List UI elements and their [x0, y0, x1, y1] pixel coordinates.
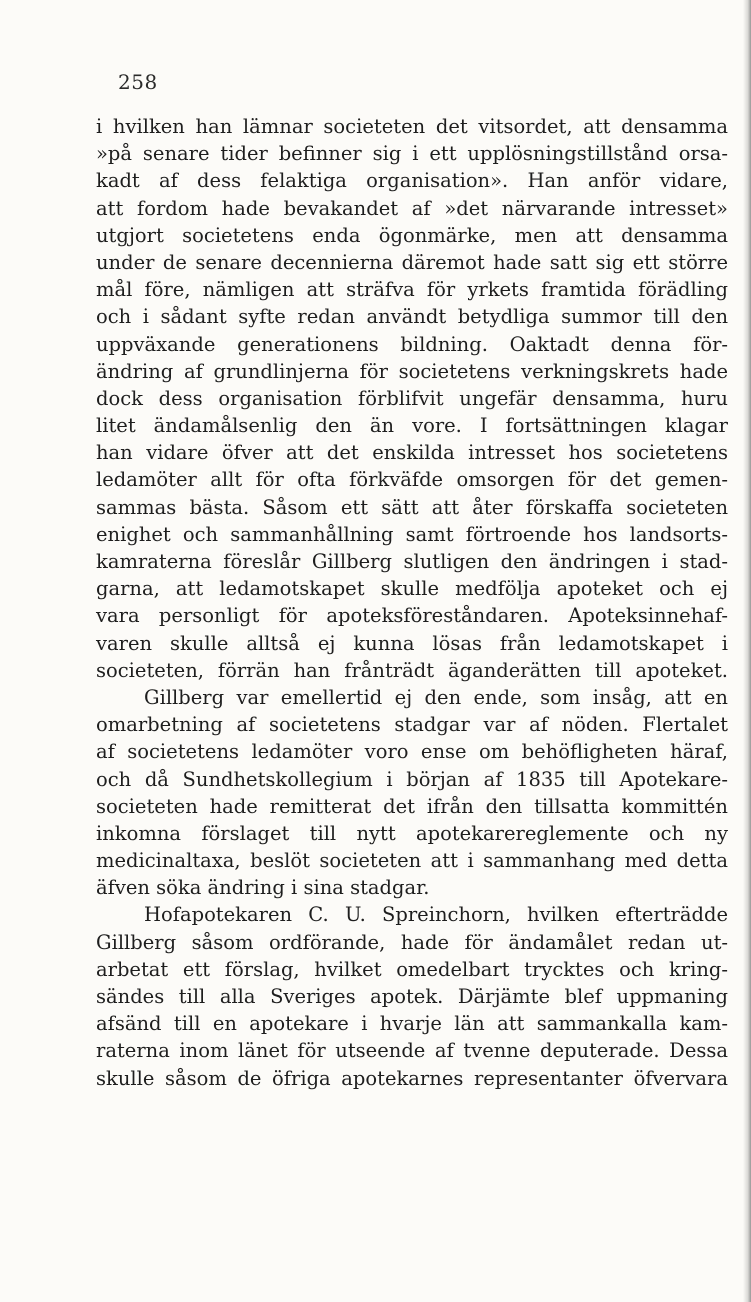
text-line: Gillberg var emellertid ej den ende, som insåg, att en: [144, 685, 728, 709]
text-line: af societetens ledamöter voro ense om behöfligheten häraf,: [96, 740, 728, 764]
text-line: och i sådant syfte redan användt betydliga summor till den: [96, 305, 728, 329]
text-line: »på senare tider befinner sig i ett upplösningstillstånd orsa-: [96, 142, 728, 166]
text-line: i hvilken han lämnar societeten det vitsordet, att densamma: [96, 115, 728, 138]
text-line: dock dess organisation förblifvit ungefär densamma, huru: [96, 386, 728, 410]
text-line: under de senare decennierna däremot hade satt sig ett större: [96, 250, 728, 274]
text-line: afsänd till en apotekare i hvarje län att sammankalla kam-: [96, 1012, 728, 1036]
text-line: vara personligt för apoteksföreståndaren. Apoteksinnehaf-: [96, 604, 728, 628]
text-line: ledamöter allt för ofta förkväfde omsorgen för det gemen-: [96, 468, 728, 492]
text-line: sammas bästa. Såsom ett sätt att åter förskaffa societeten: [96, 495, 728, 519]
text-line: omarbetning af societetens stadgar var af nöden. Flertalet: [96, 713, 728, 737]
text-line: Gillberg såsom ordförande, hade för ändamålet redan ut-: [96, 930, 728, 954]
text-line: societeten, förrän han frånträdt äganderätten till apoteket.: [96, 658, 728, 682]
text-line: kadt af dess felaktiga organisation». Han anför vidare,: [96, 169, 728, 193]
text-line: skulle såsom de öfriga apotekarnes representanter öfvervara: [96, 1066, 728, 1090]
text-line: garna, att ledamotskapet skulle medfölja apoteket och ej: [96, 577, 728, 601]
text-line: Hofapotekaren C. U. Spreinchorn, hvilken efterträdde: [144, 903, 728, 927]
text-line: inkomna förslaget till nytt apotekarereglemente och ny: [96, 821, 728, 845]
text-line: mål före, nämligen att sträfva för yrkets framtida förädling: [96, 278, 728, 302]
text-line: litet ändamålsenlig den än vore. I fortsättningen klagar: [96, 414, 728, 438]
text-line: medicinaltaxa, beslöt societeten att i sammanhang med detta: [96, 849, 728, 873]
text-line: utgjort societetens enda ögonmärke, men att densamma: [96, 223, 728, 247]
page-edge-shadow: [743, 0, 751, 1302]
text-line: societeten hade remitterat det ifrån den tillsatta kommittén: [96, 794, 728, 818]
body-text: [96, 113, 728, 1092]
text-line: kamraterna föreslår Gillberg slutligen den ändringen i stad-: [96, 550, 728, 573]
text-line: arbetat ett förslag, hvilket omedelbart trycktes och kring-: [96, 957, 728, 981]
text-line: varen skulle alltså ej kunna lösas från ledamotskapet i: [96, 631, 728, 655]
text-line: sändes till alla Sveriges apotek. Därjämte blef uppmaning: [96, 985, 728, 1008]
text-line: och då Sundhetskollegium i början af 1835 till Apotekare-: [96, 767, 728, 791]
text-line: han vidare öfver att det enskilda intresset hos societetens: [96, 441, 728, 465]
text-line: uppväxande generationens bildning. Oaktadt denna för-: [96, 332, 728, 356]
text-line: raterna inom länet för utseende af tvenne deputerade. Dessa: [96, 1039, 728, 1063]
text-line: enighet och sammanhållning samt förtroende hos landsorts-: [96, 522, 728, 546]
text-line: äfven söka ändring i sina stadgar.: [96, 876, 430, 900]
page-number: 258: [118, 70, 158, 94]
text-line: att fordom hade bevakandet af »det närvarande intresset»: [96, 196, 728, 220]
text-line: ändring af grundlinjerna för societetens verkningskrets hade: [96, 359, 728, 383]
